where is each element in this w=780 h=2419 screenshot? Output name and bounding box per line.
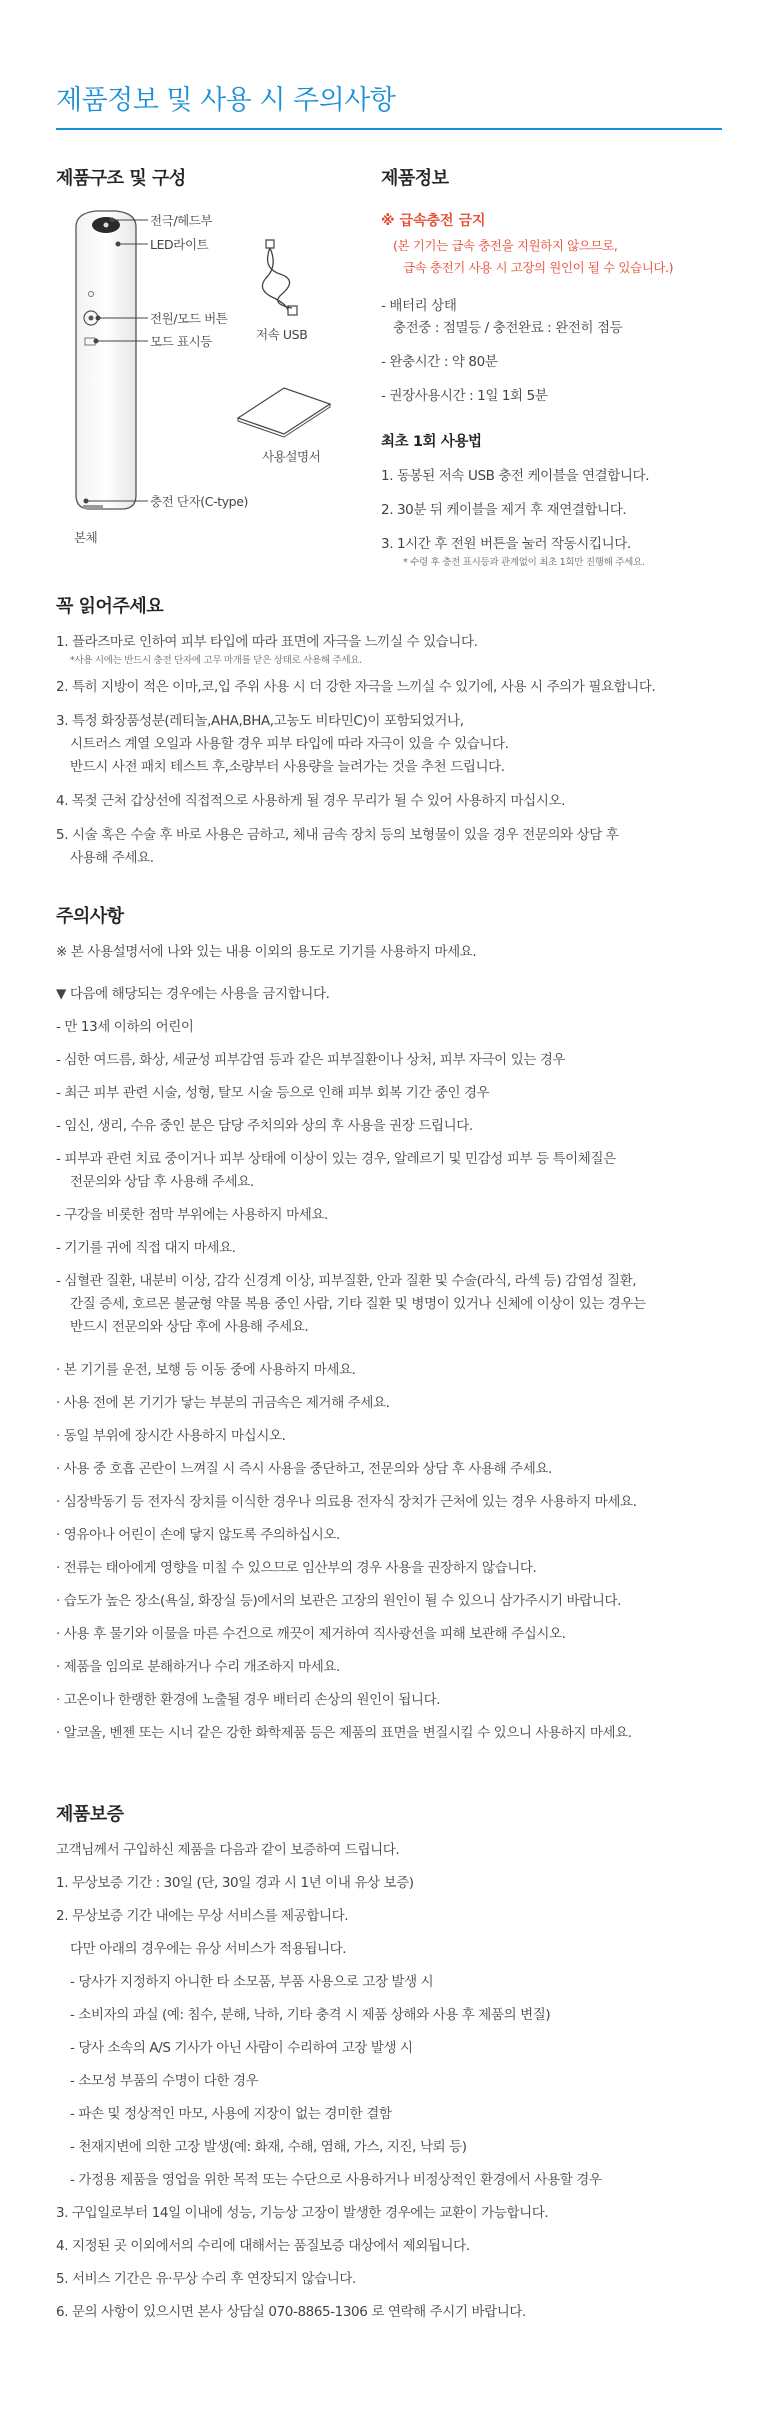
title-divider [56, 128, 722, 130]
warranty-line: 고객님께서 구입하신 제품을 다음과 같이 보증하여 드립니다. [56, 1842, 400, 1858]
prohibited-item: - 최근 피부 관련 시술, 성형, 탈모 시술 등으로 인해 피부 회복 기간 중인 경우 [56, 1085, 490, 1101]
manual-illustration [234, 384, 334, 438]
warranty-heading: 제품보증 [56, 1804, 124, 1825]
general-caution: · 심장박동기 등 전자식 장치를 이식한 경우나 의료용 전자식 장치가 근처에 있는 경우 사용하지 마세요. [56, 1494, 637, 1510]
general-caution: · 전류는 태아에게 영향을 미칠 수 있으므로 임산부의 경우 사용을 권장하지 않습니다. [56, 1560, 537, 1576]
prohibited-item: - 만 13세 이하의 어린이 [56, 1019, 194, 1035]
first-use-heading: 최초 1회 사용법 [381, 434, 482, 450]
label-led: LED라이트 [150, 237, 209, 252]
label-body: 본체 [74, 530, 98, 545]
structure-heading: 제품구조 및 구성 [56, 168, 186, 189]
warranty-line: - 가정용 제품을 영업을 위한 목적 또는 수단으로 사용하거나 비정상적인 환경에서 사용할 경우 [70, 2172, 602, 2188]
warranty-line: 1. 무상보증 기간 : 30일 (단, 30일 경과 시 1년 이내 유상 보증) [56, 1875, 414, 1891]
general-caution: · 사용 중 호흡 곤란이 느껴질 시 즉시 사용을 중단하고, 전문의와 상담 후 사용해 주세요. [56, 1461, 552, 1477]
label-charging-port: 충전 단자(C-type) [150, 494, 248, 509]
general-caution: · 사용 전에 본 기기가 닿는 부분의 귀금속은 제거해 주세요. [56, 1395, 390, 1411]
warranty-line: 3. 구입일로부터 14일 이내에 성능, 기능상 고장이 발생한 경우에는 교환이 가능합니다. [56, 2205, 549, 2221]
label-usb: 저속 USB [256, 327, 308, 342]
must-read-line: 3. 특정 화장품성분(레티놀,AHA,BHA,고농도 비타민C)이 포함되었거나, [56, 713, 464, 729]
fast-charge-warning-line: (본 기기는 급속 충전을 지원하지 않으므로, [393, 238, 618, 253]
page-title: 제품정보 및 사용 시 주의사항 [56, 85, 396, 116]
prohibited-item: 간질 증세, 호르몬 불균형 약물 복용 중인 사람, 기타 질환 및 병명이 있거나 신체에 이상이 있는 경우는 [70, 1296, 646, 1312]
general-caution: · 본 기기를 운전, 보행 등 이동 중에 사용하지 마세요. [56, 1362, 356, 1378]
general-caution: · 고온이나 한랭한 환경에 노출될 경우 배터리 손상의 원인이 됩니다. [56, 1692, 441, 1708]
first-use-step: 1. 동봉된 저속 USB 충전 케이블을 연결합니다. [381, 468, 650, 484]
battery-status-title: - 배터리 상태 [381, 298, 457, 314]
fast-charge-warning-line: 급속 충전기 사용 시 고장의 원인이 될 수 있습니다.) [403, 260, 674, 275]
prohibited-item: 반드시 전문의와 상담 후에 사용해 주세요. [70, 1319, 309, 1335]
prohibited-item: - 기기를 귀에 직접 대지 마세요. [56, 1240, 236, 1256]
prohibited-item: - 심한 여드름, 화상, 세균성 피부감염 등과 같은 피부질환이나 상처, 피부 자극이 있는 경우 [56, 1052, 566, 1068]
must-read-note: *사용 시에는 반드시 충전 단자에 고무 마개를 닫은 상태로 사용해 주세요. [70, 655, 362, 666]
must-read-line: 5. 시술 혹은 수술 후 바로 사용은 금하고, 체내 금속 장치 등의 보형물이 있을 경우 전문의와 상담 후 [56, 827, 619, 843]
usb-cable-illustration [252, 238, 312, 318]
first-use-note: * 수령 후 충전 표시등과 관계없이 최초 1회만 진행해 주세요. [403, 557, 645, 568]
general-caution: · 사용 후 물기와 이물을 마른 수건으로 깨끗이 제거하여 직사광선을 피해 보관해 주십시오. [56, 1626, 566, 1642]
warranty-line: - 당사 소속의 A/S 기사가 아닌 사람이 수리하여 고장 발생 시 [70, 2040, 413, 2056]
must-read-line: 4. 목젖 근처 갑상선에 직접적으로 사용하게 될 경우 무리가 될 수 있어 사용하지 마십시오. [56, 793, 565, 809]
label-mode-indicator: 모드 표시등 [150, 334, 212, 349]
must-read-heading: 꼭 읽어주세요 [56, 596, 164, 617]
warranty-line: - 당사가 지정하지 아니한 타 소모품, 부품 사용으로 고장 발생 시 [70, 1974, 434, 1990]
must-read-line: 1. 플라즈마로 인하여 피부 타입에 따라 표면에 자극을 느끼실 수 있습니다. [56, 634, 478, 650]
warranty-line: - 천재지변에 의한 고장 발생(예: 화재, 수해, 염해, 가스, 지진, 낙뢰 등) [70, 2139, 467, 2155]
prohibited-item: - 임신, 생리, 수유 중인 분은 담당 주치의와 상의 후 사용을 권장 드립니다. [56, 1118, 473, 1134]
warranty-line: 다만 아래의 경우에는 유상 서비스가 적용됩니다. [70, 1941, 347, 1957]
must-read-line: 시트러스 계열 오일과 사용할 경우 피부 타입에 따라 자극이 있을 수 있습니다. [70, 736, 509, 752]
prohibited-title: ▼ 다음에 해당되는 경우에는 사용을 금지합니다. [56, 986, 330, 1002]
warranty-line: - 파손 및 정상적인 마모, 사용에 지장이 없는 경미한 결함 [70, 2106, 392, 2122]
warranty-line: - 소비자의 과실 (예: 침수, 분해, 낙하, 기타 충격 시 제품 상해와 사용 후 제품의 변질) [70, 2007, 551, 2023]
label-electrode-head: 전극/헤드부 [150, 213, 213, 228]
full-charge-time: - 완충시간 : 약 80분 [381, 354, 498, 370]
general-caution: · 알코올, 벤젠 또는 시너 같은 강한 화학제품 등은 제품의 표면을 변질시킬 수 있으니 사용하지 마세요. [56, 1725, 632, 1741]
first-use-step: 3. 1시간 후 전원 버튼을 눌러 작동시킵니다. [381, 536, 631, 552]
prohibited-item: - 심혈관 질환, 내분비 이상, 감각 신경계 이상, 피부질환, 안과 질환 및 수술(라식, 라섹 등) 감염성 질환, [56, 1273, 637, 1289]
product-info-heading: 제품정보 [381, 168, 449, 189]
must-read-line: 반드시 사전 패치 테스트 후,소량부터 사용량을 늘려가는 것을 추천 드립니다. [70, 759, 505, 775]
first-use-step: 2. 30분 뒤 케이블을 제거 후 재연결합니다. [381, 502, 627, 518]
general-caution: · 제품을 임의로 분해하거나 수리 개조하지 마세요. [56, 1659, 340, 1675]
general-caution: · 영유아나 어린이 손에 닿지 않도록 주의하십시오. [56, 1527, 340, 1543]
caution-intro: ※ 본 사용설명서에 나와 있는 내용 이외의 용도로 기기를 사용하지 마세요. [56, 944, 477, 960]
prohibited-item: - 피부과 관련 치료 중이거나 피부 상태에 이상이 있는 경우, 알레르기 및 민감성 피부 등 특이체질은 [56, 1151, 616, 1167]
label-leader-lines [56, 205, 166, 525]
general-caution: · 동일 부위에 장시간 사용하지 마십시오. [56, 1428, 286, 1444]
must-read-line: 사용해 주세요. [70, 850, 154, 866]
label-manual: 사용설명서 [262, 449, 321, 464]
prohibited-item: - 구강을 비롯한 점막 부위에는 사용하지 마세요. [56, 1207, 328, 1223]
warranty-line: 2. 무상보증 기간 내에는 무상 서비스를 제공합니다. [56, 1908, 349, 1924]
must-read-line: 2. 특히 지방이 적은 이마,코,입 주위 사용 시 더 강한 자극을 느끼실 수 있기에, 사용 시 주의가 필요합니다. [56, 679, 656, 695]
battery-status-detail: 충전중 : 점멸등 / 충전완료 : 완전히 점등 [393, 320, 623, 336]
caution-heading: 주의사항 [56, 906, 124, 927]
warranty-line: 5. 서비스 기간은 유·무상 수리 후 연장되지 않습니다. [56, 2271, 356, 2287]
warranty-line: 4. 지정된 곳 이외에서의 수리에 대해서는 품질보증 대상에서 제외됩니다. [56, 2238, 470, 2254]
fast-charge-warning-title: ※ 급속충전 금지 [381, 213, 486, 229]
warranty-line: 6. 문의 사항이 있으시면 본사 상담실 070-8865-1306 로 연락해 주시기 바랍니다. [56, 2304, 526, 2320]
recommended-usage: - 권장사용시간 : 1일 1회 5분 [381, 388, 548, 404]
prohibited-item: 전문의와 상담 후 사용해 주세요. [70, 1174, 254, 1190]
label-power-mode-button: 전원/모드 버튼 [150, 311, 228, 326]
warranty-line: - 소모성 부품의 수명이 다한 경우 [70, 2073, 259, 2089]
general-caution: · 습도가 높은 장소(욕실, 화장실 등)에서의 보관은 고장의 원인이 될 수 있으니 삼가주시기 바랍니다. [56, 1593, 621, 1609]
